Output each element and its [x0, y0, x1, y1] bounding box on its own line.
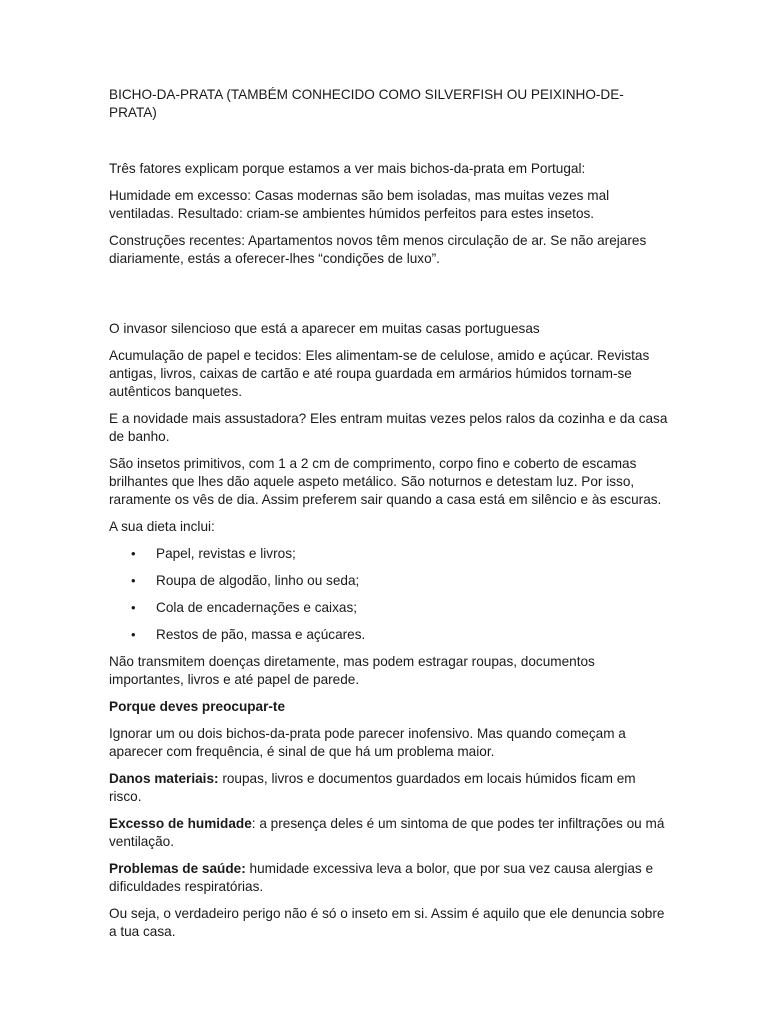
point-label: Danos materiais: — [109, 771, 219, 786]
point-material-damage — [109, 770, 669, 806]
list-item-text: Restos de pão, massa e açúcares. — [156, 627, 366, 642]
list-item-text: Roupa de algodão, linho ou seda; — [156, 573, 360, 588]
document-page — [109, 86, 669, 950]
list-item-text: Cola de encadernações e caixas; — [156, 600, 358, 615]
bullet-icon: • — [131, 600, 136, 615]
point-text: roupas, livros e documentos guardados em locais húmidos ficam em risco. — [109, 771, 636, 804]
section-subtitle: O invasor silencioso que está a aparecer em muitas casas portuguesas — [109, 321, 540, 336]
list-item-text: Papel, revistas e livros; — [156, 546, 296, 561]
damage-paragraph: Não transmitem doenças diretamente, mas podem estragar roupas, documentos importantes, livros e até papel de parede. — [109, 654, 595, 687]
conclusion-paragraph: Ou seja, o verdadeiro perigo não é só o inseto em si. Assim é aquilo que ele denuncia sobre a tua casa. — [109, 906, 665, 939]
point-text: : a presença deles é um sintoma de que podes ter infiltrações ou má ventilação. — [109, 816, 665, 849]
point-health-problems — [109, 860, 669, 896]
list-item — [109, 599, 669, 617]
diet-list — [109, 545, 669, 644]
bullet-icon: • — [131, 573, 136, 588]
list-item — [109, 626, 669, 644]
bullet-icon: • — [131, 627, 136, 642]
factor-construction-paragraph: Construções recentes: Apartamentos novos têm menos circulação de ar. Se não arejares diariamente, estás a oferecer-lhes “condições de luxo”. — [109, 233, 647, 266]
worry-heading-text: Porque deves preocupar-te — [109, 699, 286, 714]
document-title: BICHO-DA-PRATA (TAMBÉM CONHECIDO COMO SILVERFISH OU PEIXINHO-DE-PRATA) — [109, 87, 624, 120]
bullet-icon: • — [131, 546, 136, 561]
worry-heading — [109, 698, 669, 716]
novelty-paragraph: E a novidade mais assustadora? Eles entram muitas vezes pelos ralos da cozinha e da casa de banho. — [109, 411, 668, 444]
worry-paragraph: Ignorar um ou dois bichos-da-prata pode parecer inofensivo. Mas quando começam a aparecer com frequência, é sinal de que há um problema maior. — [109, 726, 626, 759]
diet-intro: A sua dieta inclui: — [109, 519, 215, 534]
intro-paragraph: Três fatores explicam porque estamos a ver mais bichos-da-prata em Portugal: — [109, 161, 586, 176]
point-label: Problemas de saúde: — [109, 861, 246, 876]
list-item — [109, 572, 669, 590]
list-item — [109, 545, 669, 563]
factor-humidity-paragraph: Humidade em excesso: Casas modernas são bem isoladas, mas muitas vezes mal ventiladas. Resultado: criam-se ambientes húmidos perfeitos para estes insetos. — [109, 188, 610, 221]
point-excess-humidity — [109, 815, 669, 851]
factor-paper-paragraph: Acumulação de papel e tecidos: Eles alimentam-se de celulose, amido e açúcar. Revistas antigas, livros, caixas de cartão e até roupa guardada em armários húmidos tornam-se autênticos banquetes. — [109, 348, 650, 399]
point-label: Excesso de humidade — [109, 816, 252, 831]
point-text: humidade excessiva leva a bolor, que por sua vez causa alergias e dificuldades respiratórias. — [109, 861, 654, 894]
description-paragraph: São insetos primitivos, com 1 a 2 cm de comprimento, corpo fino e coberto de escamas brilhantes que lhes dão aquele aspeto metálico. São noturnos e detestam luz. Por isso, raramente os vês de dia. Assim preferem sair quando a casa está em silêncio e às escuras. — [109, 456, 662, 507]
